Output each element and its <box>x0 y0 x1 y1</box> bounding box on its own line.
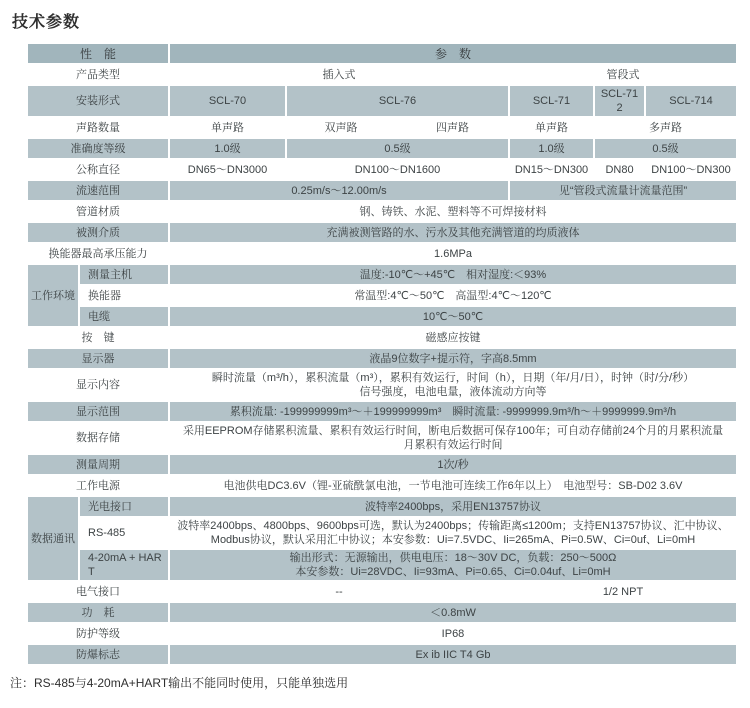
display-range-value: 累积流量: -199999999m³～＋199999999m³ 瞬时流量: -9999999.9m³/h～＋9999999.9m³/h <box>170 402 736 421</box>
protection-value: IP68 <box>441 627 465 640</box>
comm-hart-value <box>170 550 736 580</box>
velocity-insertion: 0.25m/s～12.00m/s <box>170 181 508 200</box>
accuracy-v1: 1.0级 <box>170 139 285 158</box>
install-scl76: SCL-76 <box>287 86 508 116</box>
row-diameter <box>28 160 736 179</box>
channels-v4: 单声路 <box>535 121 568 134</box>
row-storage <box>28 423 736 453</box>
row-keys <box>28 328 736 347</box>
diameter-v3: DN15～DN300 <box>514 163 589 176</box>
comm-optical-label: 光电接口 <box>80 497 168 516</box>
install-scl70: SCL-70 <box>170 86 285 116</box>
explosion-value: Ex ib IIC T4 Gb <box>170 645 736 664</box>
environment-group-label: 工作环境 <box>28 265 78 326</box>
keys-label: 按 键 <box>81 331 115 344</box>
row-env-host <box>28 265 736 284</box>
row-pipe-material <box>28 202 736 221</box>
comm-hart-label: 4-20mA + HART <box>80 550 168 580</box>
row-protection <box>28 624 736 643</box>
row-product-type <box>28 65 736 84</box>
diameter-label: 公称直径 <box>76 163 120 176</box>
product-type-label: 产品类型 <box>76 68 120 81</box>
electrical-label: 电气接口 <box>76 585 120 598</box>
comm-rs485-label: RS-485 <box>88 527 126 539</box>
accuracy-label: 准确度等级 <box>28 139 168 158</box>
product-type-pipe-section: 管段式 <box>606 68 640 81</box>
channels-v1: 单声路 <box>211 121 244 134</box>
row-velocity <box>28 181 736 200</box>
protection-label: 防护等级 <box>76 627 120 640</box>
install-scl714: SCL-714 <box>646 86 736 116</box>
env-host-value: 温度:-10℃～+45℃ 相对湿度:＜93% <box>170 265 736 284</box>
pressure-label: 换能器最高承压能力 <box>48 247 148 260</box>
storage-line1: 采用EEPROM存储累积流量、累积有效运行时间，断电后数据可保存100年；可自动存储前24个月的月累积流量 <box>182 425 724 437</box>
header-row <box>28 44 736 63</box>
pressure-value: 1.6MPa <box>434 247 472 260</box>
electrical-pipe-section: 1/2 NPT <box>602 585 644 598</box>
header-parameter: 参 数 <box>170 44 736 63</box>
comm-hart-line1: 输出形式：无源输出，供电电压：18～30V DC，负载：250～500Ω <box>289 552 617 564</box>
row-cycle <box>28 455 736 474</box>
channels-v5: 多声路 <box>649 121 682 134</box>
power-value: 电池供电DC3.6V（锂-亚硫酰氯电池，一节电池可连续工作6年以上） 电池型号：SB-D02 3.6V <box>223 479 683 492</box>
comm-group-label: 数据通讯 <box>28 497 78 580</box>
medium-label: 被测介质 <box>28 223 168 242</box>
page-title: 技术参数 <box>12 14 81 31</box>
env-transducer-value: 常温型:4℃～50℃ 高温型:4℃～120℃ <box>354 289 552 302</box>
pipe-material-label: 管道材质 <box>76 205 120 218</box>
display-value: 液晶9位数字+提示符，字高8.5mm <box>170 349 736 368</box>
cycle-value: 1次/秒 <box>170 455 736 474</box>
row-pressure <box>28 244 736 263</box>
consumption-label: 功 耗 <box>28 603 168 622</box>
keys-value: 磁感应按键 <box>425 331 481 344</box>
display-content-value <box>170 370 736 400</box>
pipe-material-value: 钢、铸铁、水泥、塑料等不可焊接材料 <box>359 205 547 218</box>
channels-label: 声路数量 <box>76 121 120 134</box>
velocity-label: 流速范围 <box>28 181 168 200</box>
env-cable-value: 10℃～50℃ <box>170 307 736 326</box>
medium-value: 充满被测管路的水、污水及其他充满管道的均质液体 <box>170 223 736 242</box>
diameter-v2: DN100～DN1600 <box>354 163 441 176</box>
storage-line2: 月累积有效运行时间 <box>403 439 503 451</box>
row-power <box>28 476 736 495</box>
diameter-v5: DN100～DN300 <box>651 163 731 176</box>
row-comm-optical <box>28 497 736 516</box>
install-form-label: 安装形式 <box>28 86 168 116</box>
row-env-cable <box>28 307 736 326</box>
comm-rs485-value: 波特率2400bps、4800bps、9600bps可选，默认为2400bps；传输距离≤1200m；支持EN13757协议、汇中协议、Modbus协议，默认采用汇中协议；本安参数：Ui=7.5VDC、Ii=265mA、Pi=0.5W、Ci=0uf、Li=0mH <box>177 520 729 546</box>
diameter-v1: DN65～DN3000 <box>187 163 268 176</box>
display-content-label: 显示内容 <box>76 379 120 391</box>
row-accuracy <box>28 139 736 158</box>
accuracy-v3: 1.0级 <box>510 139 593 158</box>
display-content-line2: 信号强度，电池电量，液体流动方向等 <box>359 386 547 398</box>
row-display-range <box>28 402 736 421</box>
row-consumption <box>28 603 736 622</box>
row-electrical <box>28 582 736 601</box>
env-cable-label: 电缆 <box>80 307 168 326</box>
channels-v2: 双声路 <box>324 121 358 134</box>
accuracy-v4: 0.5级 <box>595 139 736 158</box>
env-transducer-label: 换能器 <box>88 289 121 302</box>
row-display <box>28 349 736 368</box>
cycle-label: 测量周期 <box>28 455 168 474</box>
channels-v3: 四声路 <box>436 121 469 134</box>
storage-label: 数据存储 <box>76 432 120 444</box>
display-range-label: 显示范围 <box>28 402 168 421</box>
row-env-transducer <box>28 286 736 305</box>
row-comm-hart <box>28 550 736 580</box>
explosion-label: 防爆标志 <box>28 645 168 664</box>
row-install-form <box>28 86 736 116</box>
footnote: 注：RS-485与4-20mA+HART输出不能同时使用，只能单独选用 <box>10 676 349 690</box>
row-comm-rs485 <box>28 518 736 548</box>
product-type-insertion: 插入式 <box>322 68 356 81</box>
row-medium <box>28 223 736 242</box>
comm-optical-value: 波特率2400bps，采用EN13757协议 <box>170 497 736 516</box>
accuracy-v2: 0.5级 <box>287 139 508 158</box>
display-content-line1: 瞬时流量（m³/h），累积流量（m³），累积有效运行，时间（h），日期（年/月/日），时钟（时/分/秒） <box>211 372 695 384</box>
diameter-v4: DN80 <box>605 163 634 176</box>
consumption-value: ＜0.8mW <box>170 603 736 622</box>
header-performance: 性 能 <box>28 44 168 63</box>
velocity-pipe-section: 见“管段式流量计流量范围” <box>510 181 736 200</box>
comm-hart-line2: 本安参数：Ui=28VDC、Ii=93mA、Pi=0.65、Ci=0.04uf、Li=0mH <box>295 566 611 578</box>
electrical-insertion: -- <box>335 585 343 598</box>
storage-value <box>170 423 736 453</box>
install-scl712: SCL-712 <box>595 86 644 116</box>
install-scl71: SCL-71 <box>510 86 593 116</box>
spec-table <box>26 42 738 666</box>
row-display-content <box>28 370 736 400</box>
env-host-label: 测量主机 <box>80 265 168 284</box>
power-label: 工作电源 <box>76 479 120 492</box>
row-explosion <box>28 645 736 664</box>
row-channels <box>28 118 736 137</box>
display-label: 显示器 <box>28 349 168 368</box>
